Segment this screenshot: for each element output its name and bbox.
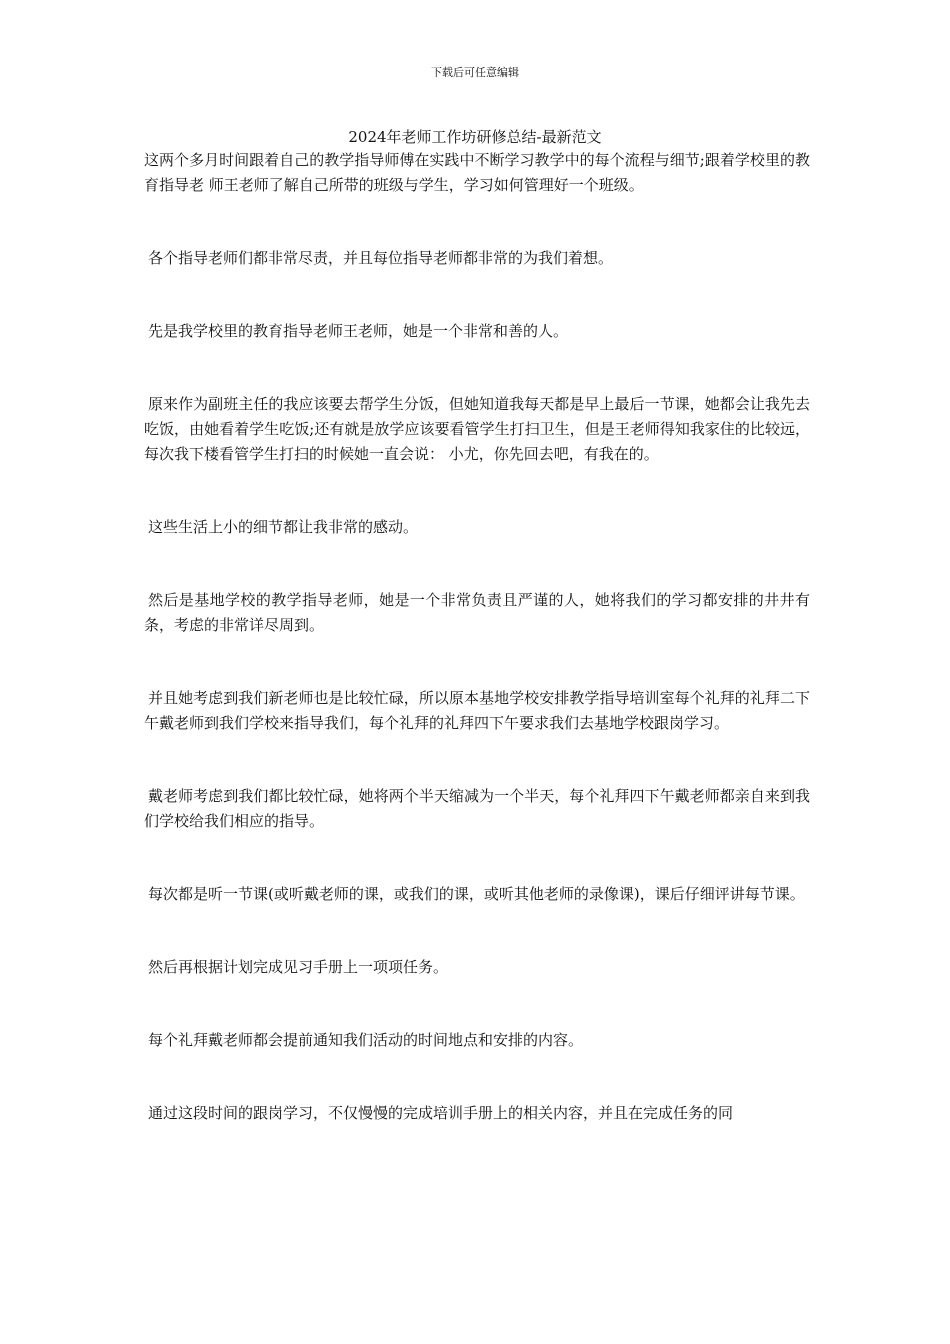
paragraph-11: 每个礼拜戴老师都会提前通知我们活动的时间地点和安排的内容。 xyxy=(148,1031,584,1049)
header-note: 下载后可任意编辑 xyxy=(431,66,519,79)
paragraph-6: 然后是基地学校的教学指导老师，她是一个非常负责且严谨的人，她将我们的学习都安排的井井有条，考虑的非常详尽周到。 xyxy=(144,591,810,634)
document-title: 2024年老师工作坊研修总结-最新范文 xyxy=(348,128,602,146)
paragraph-8: 戴老师考虑到我们都比较忙碌，她将两个半天缩减为一个半天，每个礼拜四下午戴老师都亲自来到我们学校给我们相应的指导。 xyxy=(144,787,810,830)
paragraph-2: 各个指导老师们都非常尽责，并且每位指导老师都非常的为我们着想。 xyxy=(148,249,614,267)
paragraph-4: 原来作为副班主任的我应该要去帮学生分饭，但她知道我每天都是早上最后一节课，她都会让我先去吃饭，由她看着学生吃饭;还有就是放学应该要看管学生打扫卫生，但是王老师得知我家住的比较远，每次我下楼看管学生打扫的时候她一直会说： 小尤，你先回去吧，有我在的。 xyxy=(144,395,810,463)
paragraph-7: 并且她考虑到我们新老师也是比较忙碌，所以原本基地学校安排教学指导培训室每个礼拜的礼拜二下午戴老师到我们学校来指导我们，每个礼拜的礼拜四下午要求我们去基地学校跟岗学习。 xyxy=(144,689,810,732)
paragraph-3: 先是我学校里的教育指导老师王老师，她是一个非常和善的人。 xyxy=(148,322,569,340)
paragraph-1: 这两个多月时间跟着自己的教学指导师傅在实践中不断学习教学中的每个流程与细节;跟着学校里的教育指导老 师王老师了解自己所带的班级与学生，学习如何管理好一个班级。 xyxy=(144,151,810,194)
document-body xyxy=(144,148,810,1174)
paragraph-10: 然后再根据计划完成见习手册上一项项任务。 xyxy=(148,958,449,976)
paragraph-9: 每次都是听一节课(或听戴老师的课，或我们的课，或听其他老师的录像课)，课后仔细评讲每节课。 xyxy=(148,885,805,903)
paragraph-5: 这些生活上小的细节都让我非常的感动。 xyxy=(148,518,419,536)
paragraph-12: 通过这段时间的跟岗学习，不仅慢慢的完成培训手册上的相关内容，并且在完成任务的同 xyxy=(148,1104,734,1122)
